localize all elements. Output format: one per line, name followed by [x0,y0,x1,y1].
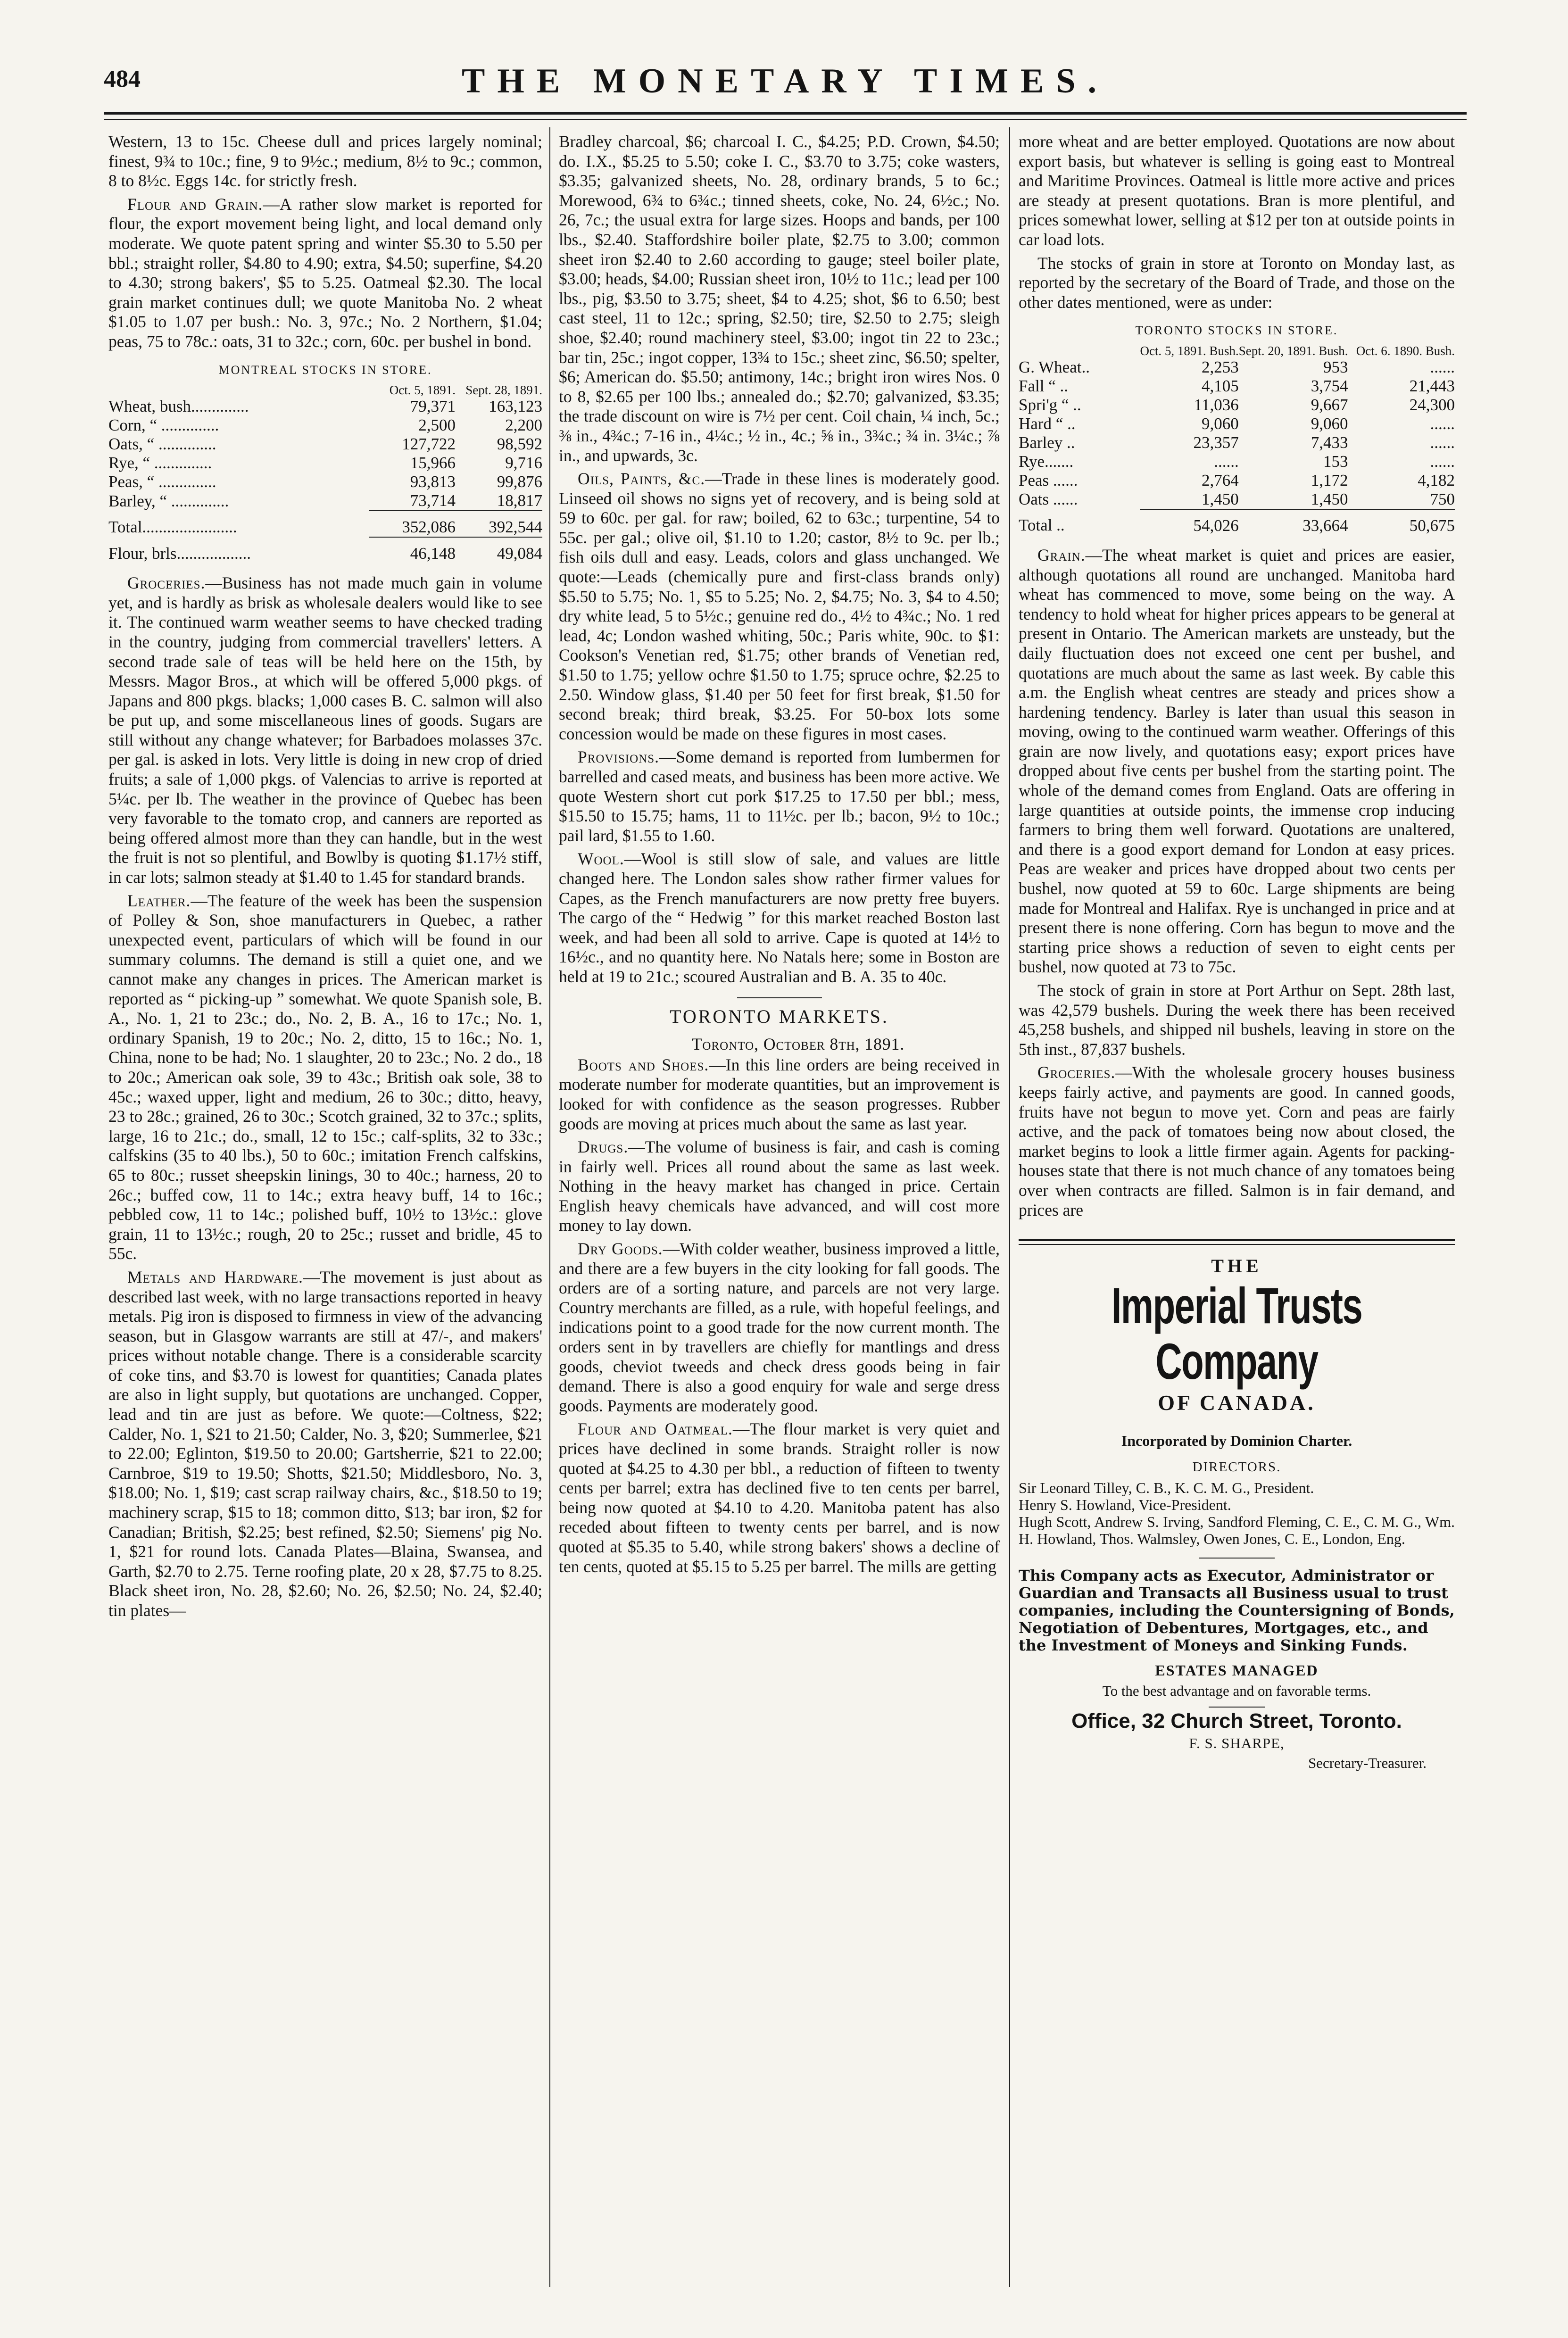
cell-value: 392,544 [456,511,542,537]
director-line: Henry S. Howland, Vice-President. [1019,1496,1231,1513]
row-label: Flour, brls.................. [108,544,251,563]
cell-value: 9,060 [1201,414,1239,433]
table-row [1019,490,1455,509]
cell-value: 127,722 [402,435,456,454]
toronto-stocks-title: TORONTO STOCKS IN STORE. [1135,323,1338,338]
row-label: Rye....... [1019,452,1074,471]
page-number: 484 [104,66,141,92]
section-head-flour-oatmeal: Flour and Oatmeal. [578,1419,733,1439]
paragraph-boots-shoes [559,1055,1000,1134]
table-row [108,397,542,416]
groceries-toronto-text: —With the wholesale grocery houses business keeps fairly active, and payments are good. In canned goods, fruits have not begun to move yet. Corn and peas are fairly active, and the pack of tomatoes being now about closed, the market begins to look a little firmer again. Agents for packing-houses state that there is not much chance of any tomatoes being over when contracts are filled. Salmon is in fair demand, and prices are [1019,1063,1455,1219]
wool-text: —Wool is still slow of sale, and values are little changed here. The London sales show rather firmer values for Capes, as the French manufacturers are now pretty free buyers. The cargo of the “ Hedwig ” for this market reached Boston last week, and had been all sold to arrive. Cape is quoted at 14½ to 16½c., and no quantity here. No Natals here; some in Boston are held at 19 to 21c.; scoured Australian and B. A. 35 to 40c. [559,849,1000,986]
row-label: Oats, “ .............. [108,435,216,454]
row-label: Rye, “ .............. [108,454,212,473]
table-row [108,491,542,511]
column-header: Oct. 6. 1890. Bush. [1356,343,1455,358]
table-row [1019,358,1455,377]
ad-the: THE [1211,1255,1262,1277]
montreal-stocks-table [108,383,542,563]
cell-value: 54,026 [1140,509,1238,535]
ad-secretary-title: Secretary-Treasurer. [1308,1754,1427,1771]
ad-directors-heading: DIRECTORS. [1192,1459,1281,1475]
header-rule-thin [104,119,1467,120]
cell-value: 50,675 [1348,509,1455,535]
boots-shoes-text: —In this line orders are being received in moderate number for moderate quantities, but an improvement is looked for with confidence as the season progresses. Rubber goods are moving at prices much about the same as last year. [559,1055,1000,1133]
cell-value: 79,371 [410,397,456,416]
cell-value: 98,592 [497,435,542,454]
cell-value: 9,667 [1311,395,1348,414]
masthead-title: THE MONETARY TIMES. [462,62,1109,100]
paragraph-flour-continued: more wheat and are better employed. Quotations are now about export basis, but whatever is selling is going east to Montreal and Maritime Provinces. Oatmeal is little more active and prices are steady at present quotations. Bran is more plentiful, and prices somewhat lower, selling at $12 per ton at outside points in car load lots. [1019,132,1455,249]
paragraph-stocks-intro: The stocks of grain in store at Toronto on Monday last, as reported by the secretary of the Board of Trade, and those on the other dates mentioned, were as under: [1019,253,1455,312]
section-head-provisions: Provisions. [578,747,659,767]
cell-value: 352,086 [369,511,456,537]
cell-value: 23,357 [1193,433,1239,452]
cell-value: 953 [1323,357,1348,376]
table-header-row [108,383,542,397]
provisions-text: —Some demand is reported from lumbermen for barrelled and cased meats, and business has been more active. We quote Western short cut pork $17.25 to 17.50 per bbl.; mess, $15.50 to 15.75; hams, 11 to 11½c. per lb.; bacon, 9½ to 10c.; pail lard, $1.55 to 1.60. [559,747,1000,845]
cell-value: 49,084 [456,537,542,563]
column-divider-1 [549,127,550,2287]
table-total-row [108,511,542,537]
cell-value: 2,200 [505,416,542,435]
header-rule [104,112,1467,115]
cell-value: 33,664 [1239,509,1348,535]
section-divider [737,997,822,998]
leather-text: —The feature of the week has been the suspension of Polley & Son, shoe manufacturers in Quebec, a rather unexpected event, particulars of which will be found in our summary columns. The demand is still a quiet one, and we cannot make any changes in prices. The American market is reported as “ picking-up ” somewhat. We quote Spanish sole, B. A., No. 1, 21 to 23c.; do., No. 2, B. A., 16 to 17c.; No. 1, ordinary Spanish, 19 to 20c.; No. 2, ditto, 15 to 16c.; No. 1, China, none to be had; No. 1 slaughter, 20 to 23c.; No. 2 do., 18 to 20c.; American oak sole, 39 to 43c.; British oak sole, 38 to 45c.; waxed upper, light and medium, 26 to 30c.; ditto, heavy, 23 to 28c.; grained, 26 to 30c.; Scotch grained, 32 to 37c.; splits, large, 16 to 21c.; do., small, 12 to 15c.; calf-splits, 32 to 33c.; calfskins (35 to 40 lbs.), 50 to 60c.; imitation French calfskins, 65 to 80c.; russet sheepskin linings, 30 to 40c.; harness, 20 to 26c.; buffed cow, 11 to 14c.; extra heavy buff, 14 to 16c.; pebbled cow, 11 to 14c.; polished buff, 10½ to 13½c.: glove grain, 11 to 13½c.; rough, 20 to 25c.; russet and bridle, 45 to 55c. [108,891,542,1263]
section-head-metals: Metals and Hardware. [127,1267,303,1286]
table-row [108,537,542,563]
paragraph-dry-goods [559,1239,1000,1416]
table-total-row [1019,509,1455,535]
table-header-row [1019,344,1455,358]
ad-estates-managed: ESTATES MANAGED [1155,1661,1319,1679]
cell-value: 4,182 [1418,471,1455,489]
grain-text: —The wheat market is quiet and prices are easier, although quotations all round are unchanged. Manitoba hard wheat has commenced to move, some being on the way. A tendency to hold wheat for higher prices appears to be general at present in Ontario. The American markets are unsteady, but the daily fluctuation does not exceed one cent per bushel, and quotations are much about the same as last week. By cable this a.m. the English wheat centres are steady and prices show a hardening tendency. Barley is later than usual this season in moving, owing to the continued warm weather. Offerings of this grain are now lively, and quotations easy; export prices have dropped about five cents per bushel from the starting point. The whole of the demand comes from England. Oats are offering in large quantities at outside points, the immense crop inducing farmers to bring them well forward. Quotations are unaltered, and there is a good export demand for London at easy prices. Peas are weaker and prices have dropped about two cents per bushel, now quoted at 59 to 60c. Large shipments are being made for Montreal and Halifax. Rye is unchanged in price and at present there is none offering. Corn has begun to move and the starting price shows a reduction of seven to eight cents per bushel, now quoted at 73 to 75c. [1019,545,1455,977]
table-row [108,416,542,435]
cell-value: 7,433 [1311,433,1348,452]
section-head-grain: Grain. [1037,545,1086,564]
row-label: Total .. [1019,516,1065,535]
paragraph-oils [559,469,1000,744]
table-row [1019,415,1455,433]
column-header: Sept. 20, 1891. Bush. [1238,343,1348,358]
paragraph-grain [1019,546,1455,977]
cell-value: 15,966 [410,454,456,473]
cell-value: 163,123 [489,397,542,416]
section-head-oils: Oils, Paints, &c. [578,469,705,489]
cell-value: 9,716 [505,454,542,473]
column-header: Oct. 5, 1891. Bush. [1140,343,1239,358]
paragraph-drugs [559,1137,1000,1235]
ad-rule [1019,1244,1455,1245]
cell-value: 3,754 [1311,376,1348,395]
section-head-boots-shoes: Boots and Shoes. [578,1055,709,1074]
cell-value: ...... [1430,414,1455,433]
table-row [108,435,542,454]
row-label: Wheat, bush.............. [108,397,249,416]
montreal-stocks-title: MONTREAL STOCKS IN STORE. [218,363,432,377]
ad-of-canada: OF CANADA. [1158,1390,1316,1415]
ad-divider [1209,1707,1265,1708]
director-line: Hugh Scott, Andrew S. Irving, Sandford Fleming, C. E., C. M. G., Wm. H. Howland, Thos. Walmsley, Owen Jones, C. E., London, Eng. [1019,1513,1455,1547]
section-head-leather: Leather. [127,891,191,910]
paragraph-flour-grain [108,195,542,352]
section-head-groceries: Groceries. [1037,1063,1116,1082]
toronto-markets-heading: TORONTO MARKETS. [670,1005,889,1027]
cell-value: ...... [1430,433,1455,452]
row-label: Peas, “ .............. [108,473,216,491]
row-label: Barley, “ .............. [108,491,229,510]
ad-signatory: F. S. SHARPE, [1189,1735,1285,1752]
row-label: Total....................... [108,518,237,537]
paragraph-leather [108,891,542,1264]
cell-value: 2,500 [418,416,456,435]
section-head-drugs: Drugs. [578,1137,629,1157]
section-head-groceries: Groceries. [127,573,206,593]
cell-value: 2,253 [1201,357,1239,376]
cell-value: 1,450 [1311,489,1348,508]
page-header [104,57,1467,108]
cell-value: 18,817 [497,491,542,510]
paragraph-flour-oatmeal [559,1419,1000,1576]
row-label: Spri'g “ .. [1019,395,1081,414]
cell-value: 99,876 [497,473,542,491]
ad-company-name: Imperial Trusts Company [1111,1277,1362,1390]
column-header: Sept. 28, 1891. [465,383,542,398]
cell-value: 750 [1430,489,1455,508]
flour-oatmeal-text: —The flour market is very quiet and prices have declined in some brands. Straight roller is now quoted at $4.25 to 4.30 per bbl., a reduction of fifteen to twenty cents per barrel; extra has declined five to ten cents per barrel, being now quoted at $4.10 to 4.20. Manitoba patent has also receded about fifteen to twenty cents per barrel, and is now quoted at $5.35 to 5.40, while strong bakers' shows a decline of ten cents, quoted at $5.15 to 5.25 per barrel. The mills are getting [559,1419,1000,1576]
ad-divider [1199,1558,1275,1559]
table-row [1019,433,1455,452]
metals-text: —The movement is just about as described last week, with no large transactions reported in heavy metals. Pig iron is disposed to firmness in view of the advancing season, but in Glasgow warrants are still at 47/-, and makers' prices without notable change. There is a considerable scarcity of coke tins, and $3.70 is lowest for quantities; Canada plates are also in light supply, but quotations are unchanged. Copper, lead and tin are just as before. We quote:—Coltness, $22; Calder, No. 1, $21 to 21.50; Calder, No. 3, $20; Summerlee, $21 to 22.00; Eglinton, $19.50 to 20.00; Gartsherrie, $21 to 22.00; Carnbroe, $19 to 19.50; Shotts, $21.50; Middlesboro, No. 3, $18.00; No. 1, $19; cast scrap railway chairs, &c., $18.50 to 19; machinery scrap, $15 to 18; common ditto, $13; bar iron, $2 for Canadian; British, $2.25; best refined, $2.50; Siemens' pig No. 1, $21 for round lots. Canada Plates—Blaina, Swansea, and Garth, $2.70 to 2.75. Terne roofing plate, 20 x 28, $7.75 to 8.25. Black sheet iron, No. 28, $2.60; No. 26, $2.50; No. 24, $2.40; tin plates— [108,1267,542,1620]
ad-directors-list [1019,1479,1455,1547]
cell-value: 153 [1323,452,1348,471]
ad-office-address: Office, 32 Church Street, Toronto. [1071,1709,1402,1733]
row-label: Oats ...... [1019,490,1078,509]
cell-value: 11,036 [1194,395,1239,414]
cell-value: 93,813 [410,473,456,491]
ad-body-text: This Company acts as Executor, Administrator or Guardian and Transacts all Business usual to trust companies, including the Countersigning of Bonds, Negotiation of Debentures, Mortgages, etc., and the Investment of Moneys and Sinking Funds. [1019,1566,1455,1654]
column-header: Oct. 5, 1891. [389,383,456,398]
oils-text: —Trade in these lines is moderately good. Linseed oil shows no signs yet of recovery, and is being sold at 59 to 60c. per gal. for raw; boiled, 62 to 63c.; turpentine, 54 to 55c. per gal.; olive oil, $1.10 to 1.20; castor, 8½ to 9c. per lb.; fish oils dull and easy. Leads, colors and glass unchanged. We quote:—Leads (chemically pure and first-class brands only) $5.50 to 5.75; No. 1, $5 to 5.25; No. 2, $4.75; No. 3, $4 to 4.50; dry white lead, 5 to 5½c.; genuine red do., 4½ to 4¾c.; No. 1 red lead, 4c; London washed whiting, 50c.; Paris white, 90c. to $1: Cookson's Venetian red, $1.75; other brands of Venetian red, $1.50 to 1.75; yellow ochre $1.50 to 1.75; spruce ochre, $2.25 to 2.50. Window glass, $1.40 per 50 feet for first break, $1.50 for second break; third break, $3.25. For 50-box lots some concession would be made on these figures in most cases. [559,469,1000,743]
director-line: Sir Leonard Tilley, C. B., K. C. M. G., President. [1019,1479,1314,1496]
paragraph-groceries-toronto [1019,1063,1455,1220]
flour-grain-text: —A rather slow market is reported for flour, the export movement being light, and local demand only moderate. We quote patent spring and winter $5.30 to 5.50 per bbl.; straight roller, $4.80 to 4.90; extra, $4.50; superfine, $4.20 to 4.30; strong bakers', $5 to 5.25. Oatmeal $2.30. The local grain market continues dull; we quote Manitoba No. 2 wheat $1.05 to 1.07 per bush.: No. 3, 97c.; No. 2 Northern, $1.04; peas, 75 to 78c.: oats, 31 to 32c.; corn, 60c. per bushel in bond. [108,194,542,351]
cell-value: 73,714 [410,491,456,510]
paragraph-groceries [108,573,542,887]
table-row [1019,377,1455,396]
table-row [1019,452,1455,471]
table-row [1019,396,1455,415]
column-2 [559,132,1000,1580]
drugs-text: —The volume of business is fair, and cash is coming in fairly well. Prices all round about the same as last week. Nothing in the heavy market has changed in price. Certain English heavy chemicals have advanced, and will cost more money to lay down. [559,1137,1000,1235]
section-head-dry-goods: Dry Goods. [578,1239,663,1259]
column-1 [108,132,542,1625]
dateline: Toronto, October 8th, 1891. [691,1035,905,1054]
cell-value: 1,450 [1201,489,1239,508]
ad-incorporated: Incorporated by Dominion Charter. [1121,1432,1352,1450]
cell-value: 4,105 [1201,376,1239,395]
cell-value: 2,764 [1201,471,1239,489]
dry-goods-text: —With colder weather, business improved a little, and there are a few buyers in the city looking for fall goods. The orders are of a sorting nature, and parcels are not very large. Country merchants are filled, as a rule, with hopeful feelings, and indications point to a good trade for the now current month. The orders sent in by travellers are chiefly for mantlings and dress goods, cheviot tweeds and check dress goods being in fair demand. There is also a good enquiry for wale and serge dress goods. Payments are moderately good. [559,1239,1000,1415]
paragraph-port-arthur: The stock of grain in store at Port Arthur on Sept. 28th last, was 42,579 bushels. During the week there has been received 45,258 bushels, and shipped nil bushels, leaving in store on the 5th inst., 87,837 bushels. [1019,981,1455,1059]
row-label: Corn, “ .............. [108,416,219,435]
cell-value: ...... [1214,452,1239,471]
row-label: Fall “ .. [1019,376,1068,395]
paragraph-metals-continued: Bradley charcoal, $6; charcoal I. C., $4.25; P.D. Crown, $4.50; do. I.X., $5.25 to 5.50; coke I. C., $3.70 to 3.75; coke wasters, $3.35; galvanized sheets, No. 28, ordinary brands, 5 to 6c.; Morewood, 6¾ to 6¾c.; tinned sheets, coke, No. 24, 6½c.; No. 26, 7c.; the usual extra for large sizes. Hoops and bands, per 100 lbs., $2.40. Staffordshire boiler plate, $2.75 to 3.00; common sheet iron $2.40 to 2.60 according to gauge; steel boiler plate, $3.00; heads, $4.00; Russian sheet iron, 10½ to 11c.; lead per 100 lbs., pig, $3.50 to 3.75; sheet, $4 to 4.25; shot, $6 to 6.50; best cast steel, 11 to 12c.; spring, $2.50; tire, $2.50 to 2.75; sleigh shoe, $2.40; round machinery steel, $3.00; ingot tin 22 to 23c.; bar tin, 25c.; ingot copper, 13¾ to 15c.; sheet zinc, $6.50; spelter, $6; American do. $5.50; antimony, 14c.; bright iron wires Nos. 0 to 8, $2.65 per 100 lbs.; annealed do.; $2.70; galvanized, $3.35; the trade discount on wire is 7½ per cent. Coil chain, ¼ inch, 5c.; ⅜ in., 4¾c.; 7-16 in., 4¼c.; ½ in., 4c.; ⅝ in., 3¾c.; ¾ in. 3¼c.; ⅞ in., and upwards, 3c. [559,132,1000,465]
paragraph-provisions [559,747,1000,846]
groceries-text: —Business has not made much gain in volume yet, and is hardly as brisk as wholesale dealers would like to see it. The continued warm weather seems to have checked trading in the country, judging from commercial travellers' letters. A second trade sale of teas will be held here on the 15th, by Messrs. Magor Bros., at which will be offered 5,000 pkgs. of Japans and 800 pkgs. blacks; 1,000 cases B. C. salmon will also be put up, and some miscellaneous lines of goods. Sugars are still without any change whatever; for Barbadoes molasses 37c. per gal. is asked in lots. Very little is doing in new crop of dried fruits; a sale of 1,000 pkgs. of Valencias to arrive is reported at 5¼c. per lb. The weather in the province of Quebec has been very favorable to the tomato crop, and canners are reported as being offered almost more than they can handle, but in the west the fruit is not so plentiful, and Bowlby is quoting $1.17½ stiff, in car lots; salmon steady at $1.40 to 1.45 for standard brands. [108,573,542,887]
cell-value: 9,060 [1311,414,1348,433]
cell-value: ...... [1430,452,1455,471]
row-label: Peas ...... [1019,471,1078,489]
toronto-stocks-table [1019,344,1455,535]
table-row [108,454,542,473]
paragraph-wool [559,849,1000,987]
row-label: Hard “ .. [1019,414,1076,433]
cell-value: 1,172 [1311,471,1348,489]
section-head-flour-grain: Flour and Grain. [127,194,263,214]
cell-value: 21,443 [1409,376,1455,395]
imperial-trusts-advertisement [1019,1239,1455,1773]
cell-value: ...... [1430,357,1455,376]
paragraph-metals [108,1268,542,1621]
cell-value: 24,300 [1409,395,1455,414]
section-head-wool: Wool. [578,849,624,869]
row-label: G. Wheat.. [1019,357,1090,376]
table-row [108,473,542,491]
ad-best-advantage: To the best advantage and on favorable terms. [1102,1683,1371,1700]
paragraph-produce: Western, 13 to 15c. Cheese dull and prices largely nominal; finest, 9¾ to 10c.; fine, 9 to 9½c.; medium, 8½ to 9c.; common, 8 to 8½c. Eggs 14c. for strictly fresh. [108,132,542,191]
cell-value: 46,148 [369,537,456,563]
column-3 [1019,132,1455,1773]
table-row [1019,471,1455,490]
column-divider-2 [1009,127,1010,2287]
row-label: Barley .. [1019,433,1075,452]
